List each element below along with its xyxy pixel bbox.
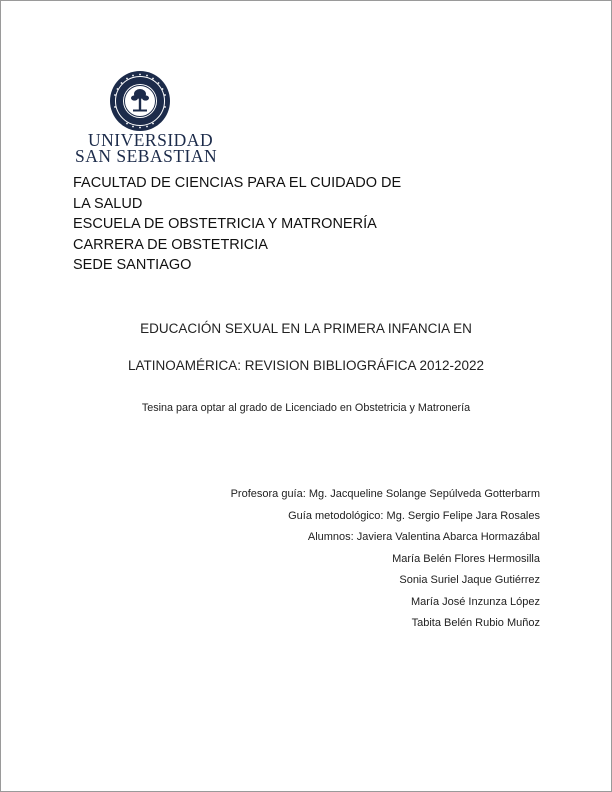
- student-name: Tabita Belén Rubio Muñoz: [411, 617, 540, 629]
- university-name-line1: UNIVERSIDAD: [88, 130, 214, 150]
- university-seal-icon: [109, 70, 171, 132]
- campus-line: SEDE SANTIAGO: [73, 257, 192, 273]
- student-name: María José Inzunza López: [410, 595, 540, 608]
- student-name: María Belén Flores Hermosilla: [392, 552, 540, 565]
- faculty-block: [73, 173, 401, 276]
- thesis-title-line1: EDUCACIÓN SEXUAL EN LA PRIMERA INFANCIA EN: [140, 321, 472, 336]
- student-name: Sonia Suriel Jaque Gutiérrez: [399, 574, 540, 586]
- faculty-line: LA SALUD: [73, 195, 143, 212]
- thesis-title-line2: LATINOAMÉRICA: REVISION BIBLIOGRÁFICA 2012-2022: [127, 358, 485, 373]
- university-name-line2: SAN SEBASTIAN: [75, 146, 218, 166]
- advisor-line: Profesora guía: Mg. Jacqueline Solange Sepúlveda Gotterbarm: [230, 488, 540, 500]
- program-line: CARRERA DE OBSTETRICIA: [73, 236, 268, 253]
- credits-block: [231, 484, 540, 635]
- students-line: Alumnos: Javiera Valentina Abarca Hormazábal: [307, 531, 540, 543]
- methodological-guide-line: Guía metodológico: Mg. Sergio Felipe Jara Rosales: [288, 509, 540, 522]
- school-line: ESCUELA DE OBSTETRICIA Y MATRONERÍA: [73, 216, 377, 232]
- faculty-line: FACULTAD DE CIENCIAS PARA EL CUIDADO DE: [73, 175, 402, 191]
- thesis-subtitle: Tesina para optar al grado de Licenciado en Obstetricia y Matronería: [141, 402, 471, 414]
